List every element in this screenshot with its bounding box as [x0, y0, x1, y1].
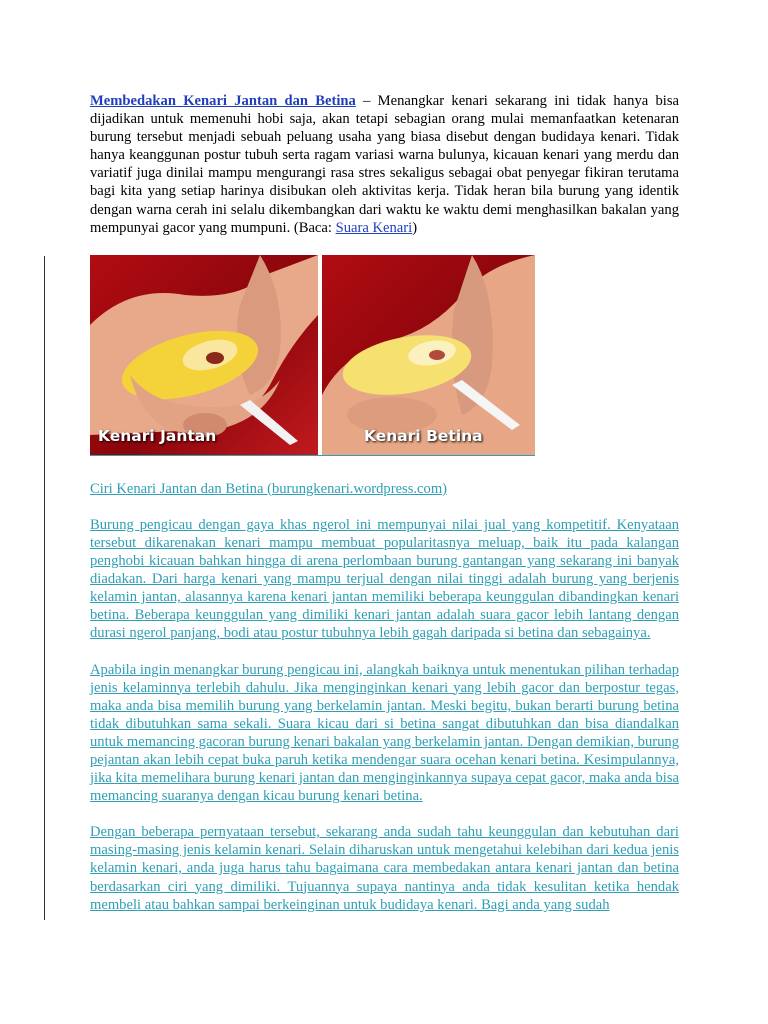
- body-paragraph-1[interactable]: Burung pengicau dengan gaya khas ngerol ini mempunyai nilai jual yang kompetitif. Kenyataan tersebut dikarenakan kenari mampu membuat popularitasnya meluap, baik itu pada kalangan penghobi kicauan bahkan hingga di arena perlombaan burung gantangan yang sekarang ini banyak diadakan. Dari harga kenari yang mampu terjual dengan nilai tinggi adalah burung yang berjenis kelamin jantan, alasannya karena kenari jantan memiliki beberapa keunggulan dibandingkan kenari betina. Beberapa keunggulan yang dimiliki kenari jantan adalah suara gacor lebih lantang dengan durasi ngerol panjang, bodi atau postur tubuhnya lebih gagah daripada si betina dan sebagainya.: [90, 516, 679, 642]
- figure-caption[interactable]: Ciri Kenari Jantan dan Betina (burungkenari.wordpress.com): [90, 480, 448, 497]
- body-paragraph-3[interactable]: Dengan beberapa pernyataan tersebut, sekarang anda sudah tahu keunggulan dan kebutuhan dari masing-masing jenis kelamin kenari. Selain diharuskan untuk mengetahui kelebihan dari kedua jenis kelamin kenari, anda juga harus tahu bagaimana cara membedakan antara kenari jantan dan betina berdasarkan ciri yang dimiliki. Tujuannya supaya nantinya anda tidak kesulitan ketika hendak membeli atau bahkan sampai berkeinginan untuk budidaya kenari. Bagi anda yang sudah: [90, 824, 679, 913]
- intro-close: ): [412, 219, 418, 236]
- title-link[interactable]: Membedakan Kenari Jantan dan Betina: [90, 93, 356, 109]
- canary-figure: [90, 255, 535, 456]
- photo-kenari-betina: [322, 255, 535, 455]
- margin-rule: [44, 256, 45, 920]
- intro-text: – Menangkar kenari sekarang ini tidak hanya bisa dijadikan untuk memenuhi hobi saja, akan tetapi sebagian orang mulai memanfaatkan ketenaran burung tersebut menjadi sebuah peluang usaha yang biasa disebut dengan budidaya kenari. Tidak hanya keanggunan postur tubuh serta ragam variasi warna bulunya, kicauan kenari yang merdu dan variatif juga dinilai mampu mengurangi rasa stres sekaligus sebagai obat penyegar fikiran terutama bagi kita yang setiap harinya disibukan oleh aktivitas kerja. Tidak heran bila burung yang identik dengan warna cerah ini selalu dikembangkan dari waktu ke waktu demi menghasilkan bakalan yang mempunyai gacor yang mumpuni. (Baca:: [90, 93, 679, 236]
- label-kenari-betina: Kenari Betina: [364, 426, 483, 445]
- document-page: [90, 92, 679, 914]
- label-kenari-jantan: Kenari Jantan: [98, 426, 217, 445]
- photo-kenari-jantan: [90, 255, 318, 455]
- intro-paragraph: [90, 92, 679, 237]
- body-paragraph-2[interactable]: Apabila ingin menangkar burung pengicau ini, alangkah baiknya untuk menentukan pilihan terhadap jenis kelaminnya terlebih dahulu. Jika menginginkan kenari yang lebih gacor dan berpostur tegas, maka anda bisa memilih burung yang berkelamin jantan. Meski begitu, bukan berarti burung betina tidak dibutuhkan sama sekali. Suara kicau dari si betina sangat dibutuhkan dan bisa diandalkan untuk memancing gacoran burung kenari bakalan yang berkelamin jantan. Dengan demikian, burung pejantan akan lebih cepat buka paruh ketika mendengar suara ocehan kenari betina. Kesimpulannya, jika kita memelihara burung kenari jantan dan menginginkannya supaya cepat gacor, maka anda bisa memancing suaranya dengan kicau burung kenari betina.: [90, 661, 679, 805]
- suara-kenari-link[interactable]: Suara Kenari: [335, 219, 413, 236]
